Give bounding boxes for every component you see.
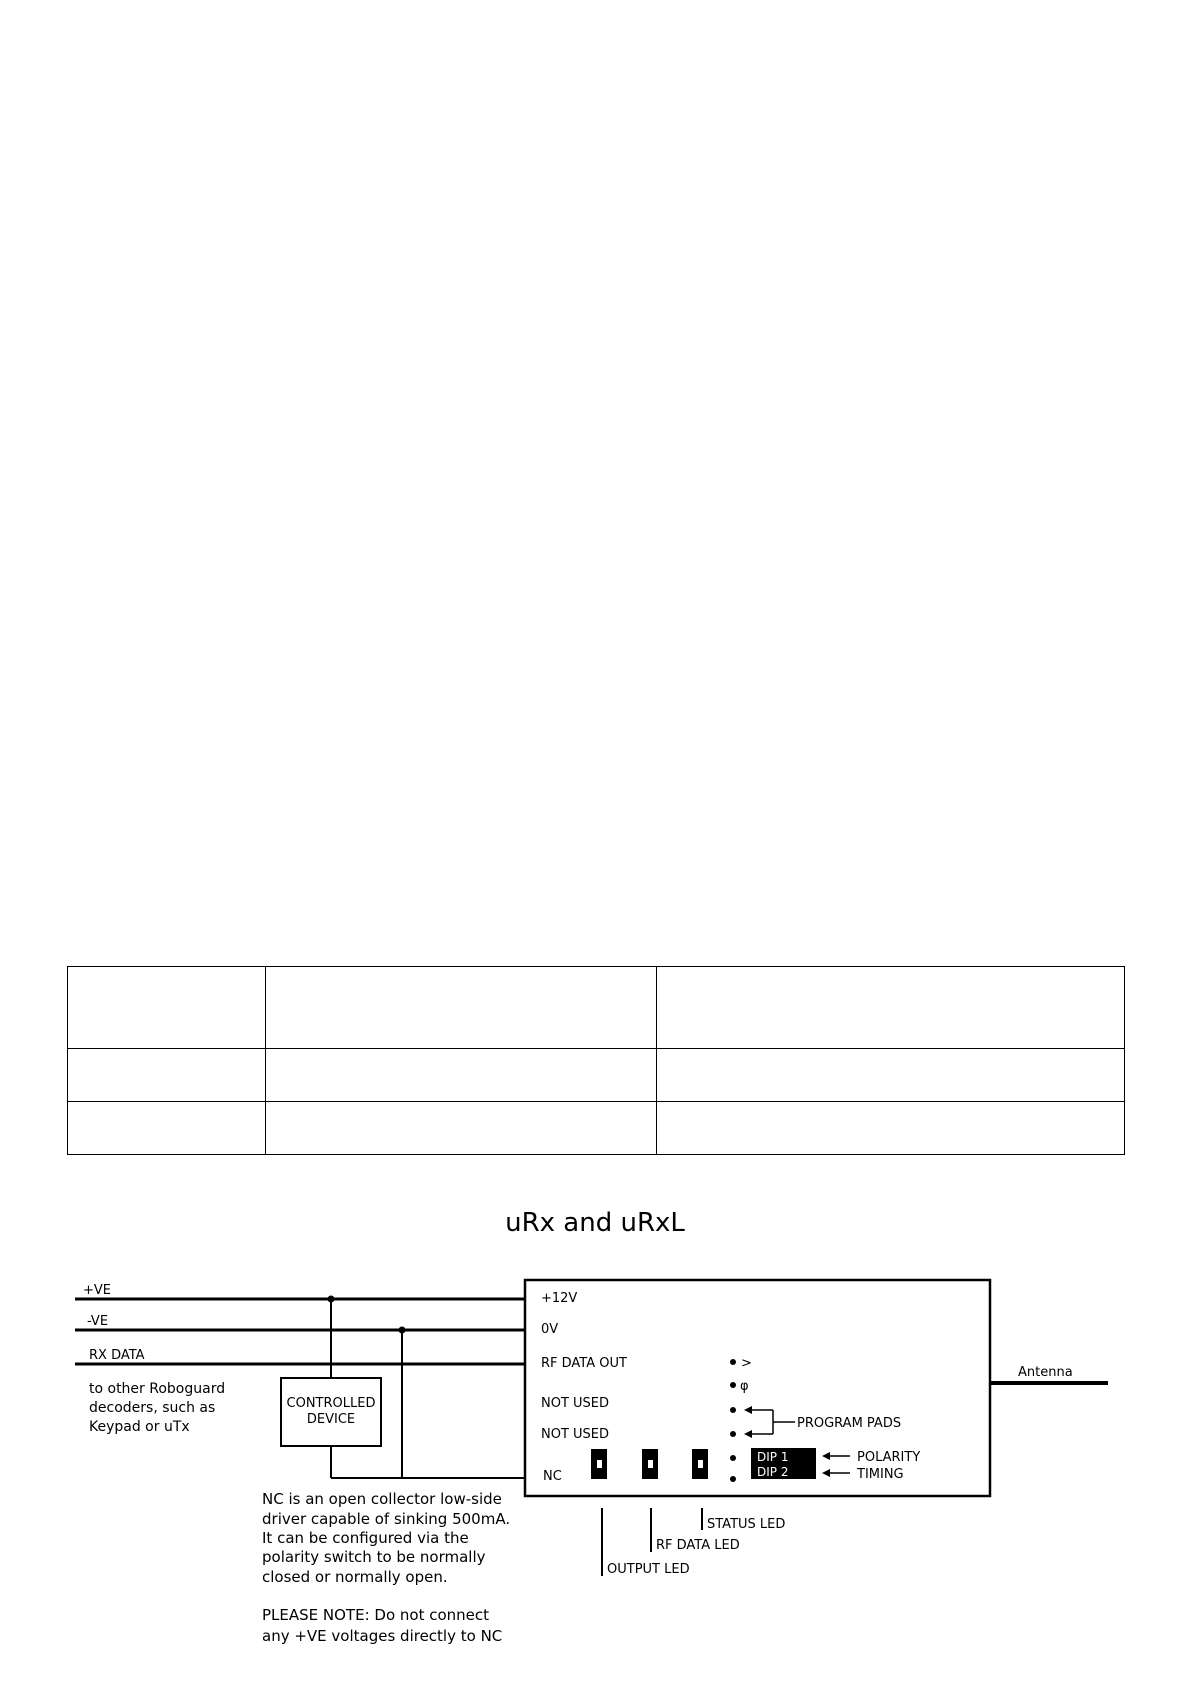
pad-dot <box>730 1359 736 1365</box>
pos-wire-label: +VE <box>83 1283 111 1298</box>
terminal-label: NOT USED <box>541 1427 610 1442</box>
status-led-label: STATUS LED <box>707 1517 786 1532</box>
pad-symbol: > <box>741 1356 752 1371</box>
pad-symbol: φ <box>740 1379 749 1394</box>
controlled-device-label: DEVICE <box>306 1412 356 1427</box>
controlled-device-label: CONTROLLED <box>286 1396 376 1411</box>
pad-dot <box>730 1476 736 1482</box>
diagram-title: uRx and uRxL <box>505 1208 685 1238</box>
decoder-note-line: to other Roboguard <box>89 1381 226 1397</box>
dip1-label: DIP 1 <box>757 1450 789 1464</box>
pad-dot <box>730 1455 736 1461</box>
terminal-label: NOT USED <box>541 1396 610 1411</box>
antenna-label: Antenna <box>1018 1365 1073 1380</box>
polarity-label: POLARITY <box>857 1450 921 1465</box>
output-led-label: OUTPUT LED <box>607 1562 690 1577</box>
dip2-label: DIP 2 <box>757 1465 789 1479</box>
neg-wire-label: -VE <box>87 1314 109 1329</box>
nc-note-line: polarity switch to be normally <box>262 1548 486 1566</box>
please-note-line: PLEASE NOTE: Do not connect <box>262 1606 490 1624</box>
rx-wire-label: RX DATA <box>89 1348 145 1363</box>
nc-note-line: driver capable of sinking 500mA. <box>262 1510 511 1528</box>
timing-label: TIMING <box>857 1467 904 1482</box>
terminal-label: RF DATA OUT <box>541 1356 627 1371</box>
please-note-line: any +VE voltages directly to NC <box>262 1627 503 1645</box>
terminal-label: +12V <box>541 1291 578 1306</box>
program-pads-label: PROGRAM PADS <box>797 1416 902 1431</box>
nc-note-line: closed or normally open. <box>262 1568 448 1586</box>
status-led-window <box>698 1460 703 1468</box>
rf-data-led-window <box>648 1460 653 1468</box>
output-led-window <box>597 1460 602 1468</box>
terminal-label: NC <box>543 1469 562 1484</box>
pad-dot <box>730 1382 736 1388</box>
terminal-label: 0V <box>541 1322 559 1337</box>
pad-dot <box>730 1407 736 1413</box>
nc-note-line: It can be configured via the <box>262 1529 469 1547</box>
rf-data-led-label: RF DATA LED <box>656 1538 740 1553</box>
pad-dot <box>730 1431 736 1437</box>
nc-note-line: NC is an open collector low-side <box>262 1490 502 1508</box>
decoder-note-line: Keypad or uTx <box>89 1419 190 1435</box>
decoder-note-line: decoders, such as <box>89 1400 216 1416</box>
